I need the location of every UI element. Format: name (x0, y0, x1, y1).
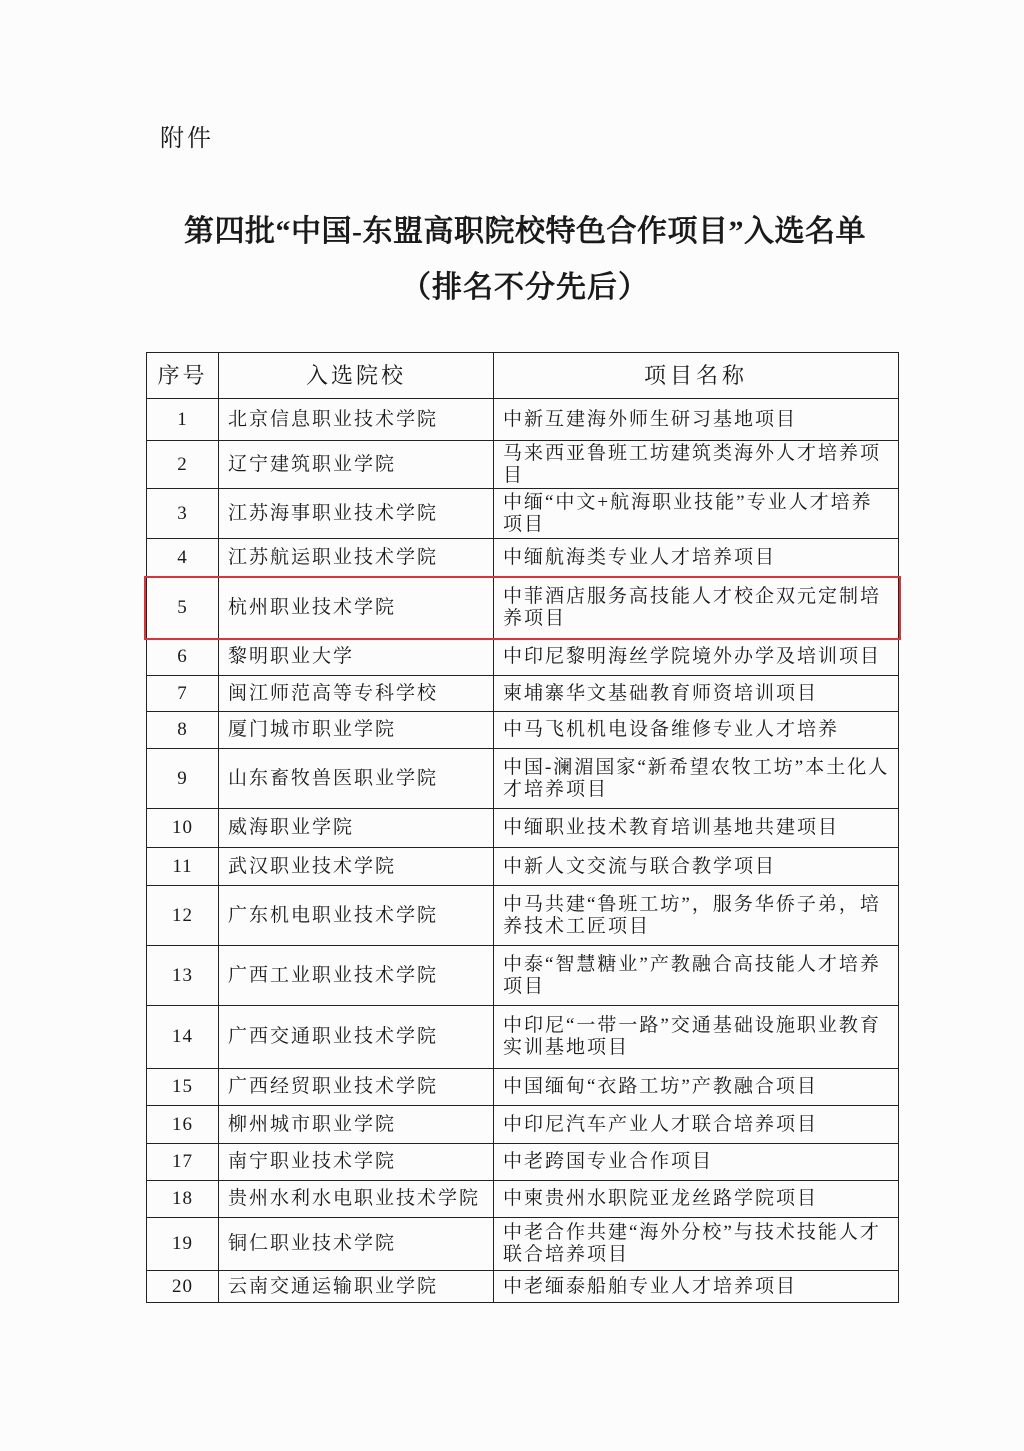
cell-serial-number: 4 (147, 539, 219, 578)
table-row (147, 1069, 899, 1106)
cell-school-name: 铜仁职业技术学院 (219, 1218, 494, 1271)
cell-school-name: 武汉职业技术学院 (219, 848, 494, 886)
table-row (147, 578, 899, 639)
cell-project-name: 中印尼汽车产业人才联合培养项目 (494, 1106, 899, 1144)
table-row (147, 676, 899, 712)
table-row (147, 539, 899, 578)
cell-serial-number: 7 (147, 676, 219, 712)
cell-school-name: 黎明职业大学 (219, 639, 494, 676)
table-row (147, 1144, 899, 1181)
cell-school-name: 江苏海事职业技术学院 (219, 489, 494, 539)
cell-school-name: 辽宁建筑职业学院 (219, 441, 494, 489)
column-header-serial-number: 序号 (147, 353, 219, 399)
table-row (147, 886, 899, 946)
table-row (147, 489, 899, 539)
cell-project-name: 中老跨国专业合作项目 (494, 1144, 899, 1181)
cell-project-name: 中老合作共建“海外分校”与技术技能人才联合培养项目 (494, 1218, 899, 1271)
cell-serial-number: 9 (147, 749, 219, 809)
cell-serial-number: 2 (147, 441, 219, 489)
table-row (147, 1006, 899, 1069)
cell-school-name: 威海职业学院 (219, 809, 494, 848)
cell-serial-number: 6 (147, 639, 219, 676)
table-row (147, 441, 899, 489)
cell-serial-number: 1 (147, 399, 219, 441)
cell-project-name: 中菲酒店服务高技能人才校企双元定制培养项目 (494, 578, 899, 639)
table-row (147, 1218, 899, 1271)
table-row (147, 946, 899, 1006)
column-header-school: 入选院校 (219, 353, 494, 399)
cell-school-name: 北京信息职业技术学院 (219, 399, 494, 441)
cell-school-name: 广西交通职业技术学院 (219, 1006, 494, 1069)
table-row (147, 639, 899, 676)
cell-project-name: 中国缅甸“衣路工坊”产教融合项目 (494, 1069, 899, 1106)
cell-school-name: 贵州水利水电职业技术学院 (219, 1181, 494, 1218)
cell-serial-number: 10 (147, 809, 219, 848)
cell-project-name: 中印尼“一带一路”交通基础设施职业教育实训基地项目 (494, 1006, 899, 1069)
cell-project-name: 中马飞机机电设备维修专业人才培养 (494, 712, 899, 749)
cell-school-name: 南宁职业技术学院 (219, 1144, 494, 1181)
table-row (147, 1181, 899, 1218)
cell-serial-number: 8 (147, 712, 219, 749)
cell-school-name: 广东机电职业技术学院 (219, 886, 494, 946)
cell-project-name: 中泰“智慧糖业”产教融合高技能人才培养项目 (494, 946, 899, 1006)
cell-serial-number: 11 (147, 848, 219, 886)
cell-project-name: 中国-澜湄国家“新希望农牧工坊”本土化人才培养项目 (494, 749, 899, 809)
cell-project-name: 中新人文交流与联合教学项目 (494, 848, 899, 886)
table-row (147, 749, 899, 809)
table-row (147, 1106, 899, 1144)
cell-serial-number: 16 (147, 1106, 219, 1144)
table-header-row (147, 353, 899, 399)
cell-serial-number: 15 (147, 1069, 219, 1106)
cell-project-name: 中柬贵州水职院亚龙丝路学院项目 (494, 1181, 899, 1218)
cell-serial-number: 20 (147, 1271, 219, 1303)
table-row (147, 712, 899, 749)
table-row (147, 1271, 899, 1303)
cell-serial-number: 3 (147, 489, 219, 539)
cell-serial-number: 18 (147, 1181, 219, 1218)
document-subtitle: （排名不分先后） (401, 271, 649, 304)
cell-school-name: 柳州城市职业学院 (219, 1106, 494, 1144)
cell-project-name: 中印尼黎明海丝学院境外办学及培训项目 (494, 639, 899, 676)
cell-serial-number: 19 (147, 1218, 219, 1271)
cell-serial-number: 5 (147, 578, 219, 639)
cell-project-name: 中新互建海外师生研习基地项目 (494, 399, 899, 441)
cell-project-name: 中马共建“鲁班工坊”，服务华侨子弟，培养技术工匠项目 (494, 886, 899, 946)
cell-school-name: 杭州职业技术学院 (219, 578, 494, 639)
cell-serial-number: 14 (147, 1006, 219, 1069)
selection-list-table (146, 352, 899, 1303)
table-row (147, 848, 899, 886)
column-header-project: 项目名称 (494, 353, 899, 399)
cell-serial-number: 17 (147, 1144, 219, 1181)
cell-serial-number: 12 (147, 886, 219, 946)
cell-school-name: 江苏航运职业技术学院 (219, 539, 494, 578)
cell-project-name: 柬埔寨华文基础教育师资培训项目 (494, 676, 899, 712)
cell-school-name: 厦门城市职业学院 (219, 712, 494, 749)
cell-school-name: 广西经贸职业技术学院 (219, 1069, 494, 1106)
table-row (147, 399, 899, 441)
cell-project-name: 马来西亚鲁班工坊建筑类海外人才培养项目 (494, 441, 899, 489)
cell-project-name: 中老缅泰船舶专业人才培养项目 (494, 1271, 899, 1303)
cell-school-name: 闽江师范高等专科学校 (219, 676, 494, 712)
document-title: 第四批“中国-东盟高职院校特色合作项目”入选名单 (184, 215, 866, 248)
attachment-label: 附件 (160, 126, 214, 152)
cell-project-name: 中缅职业技术教育培训基地共建项目 (494, 809, 899, 848)
table-row (147, 809, 899, 848)
cell-serial-number: 13 (147, 946, 219, 1006)
table-header (147, 353, 899, 399)
cell-school-name: 广西工业职业技术学院 (219, 946, 494, 1006)
cell-school-name: 山东畜牧兽医职业学院 (219, 749, 494, 809)
cell-project-name: 中缅“中文+航海职业技能”专业人才培养项目 (494, 489, 899, 539)
cell-project-name: 中缅航海类专业人才培养项目 (494, 539, 899, 578)
cell-school-name: 云南交通运输职业学院 (219, 1271, 494, 1303)
table-body (147, 399, 899, 1303)
